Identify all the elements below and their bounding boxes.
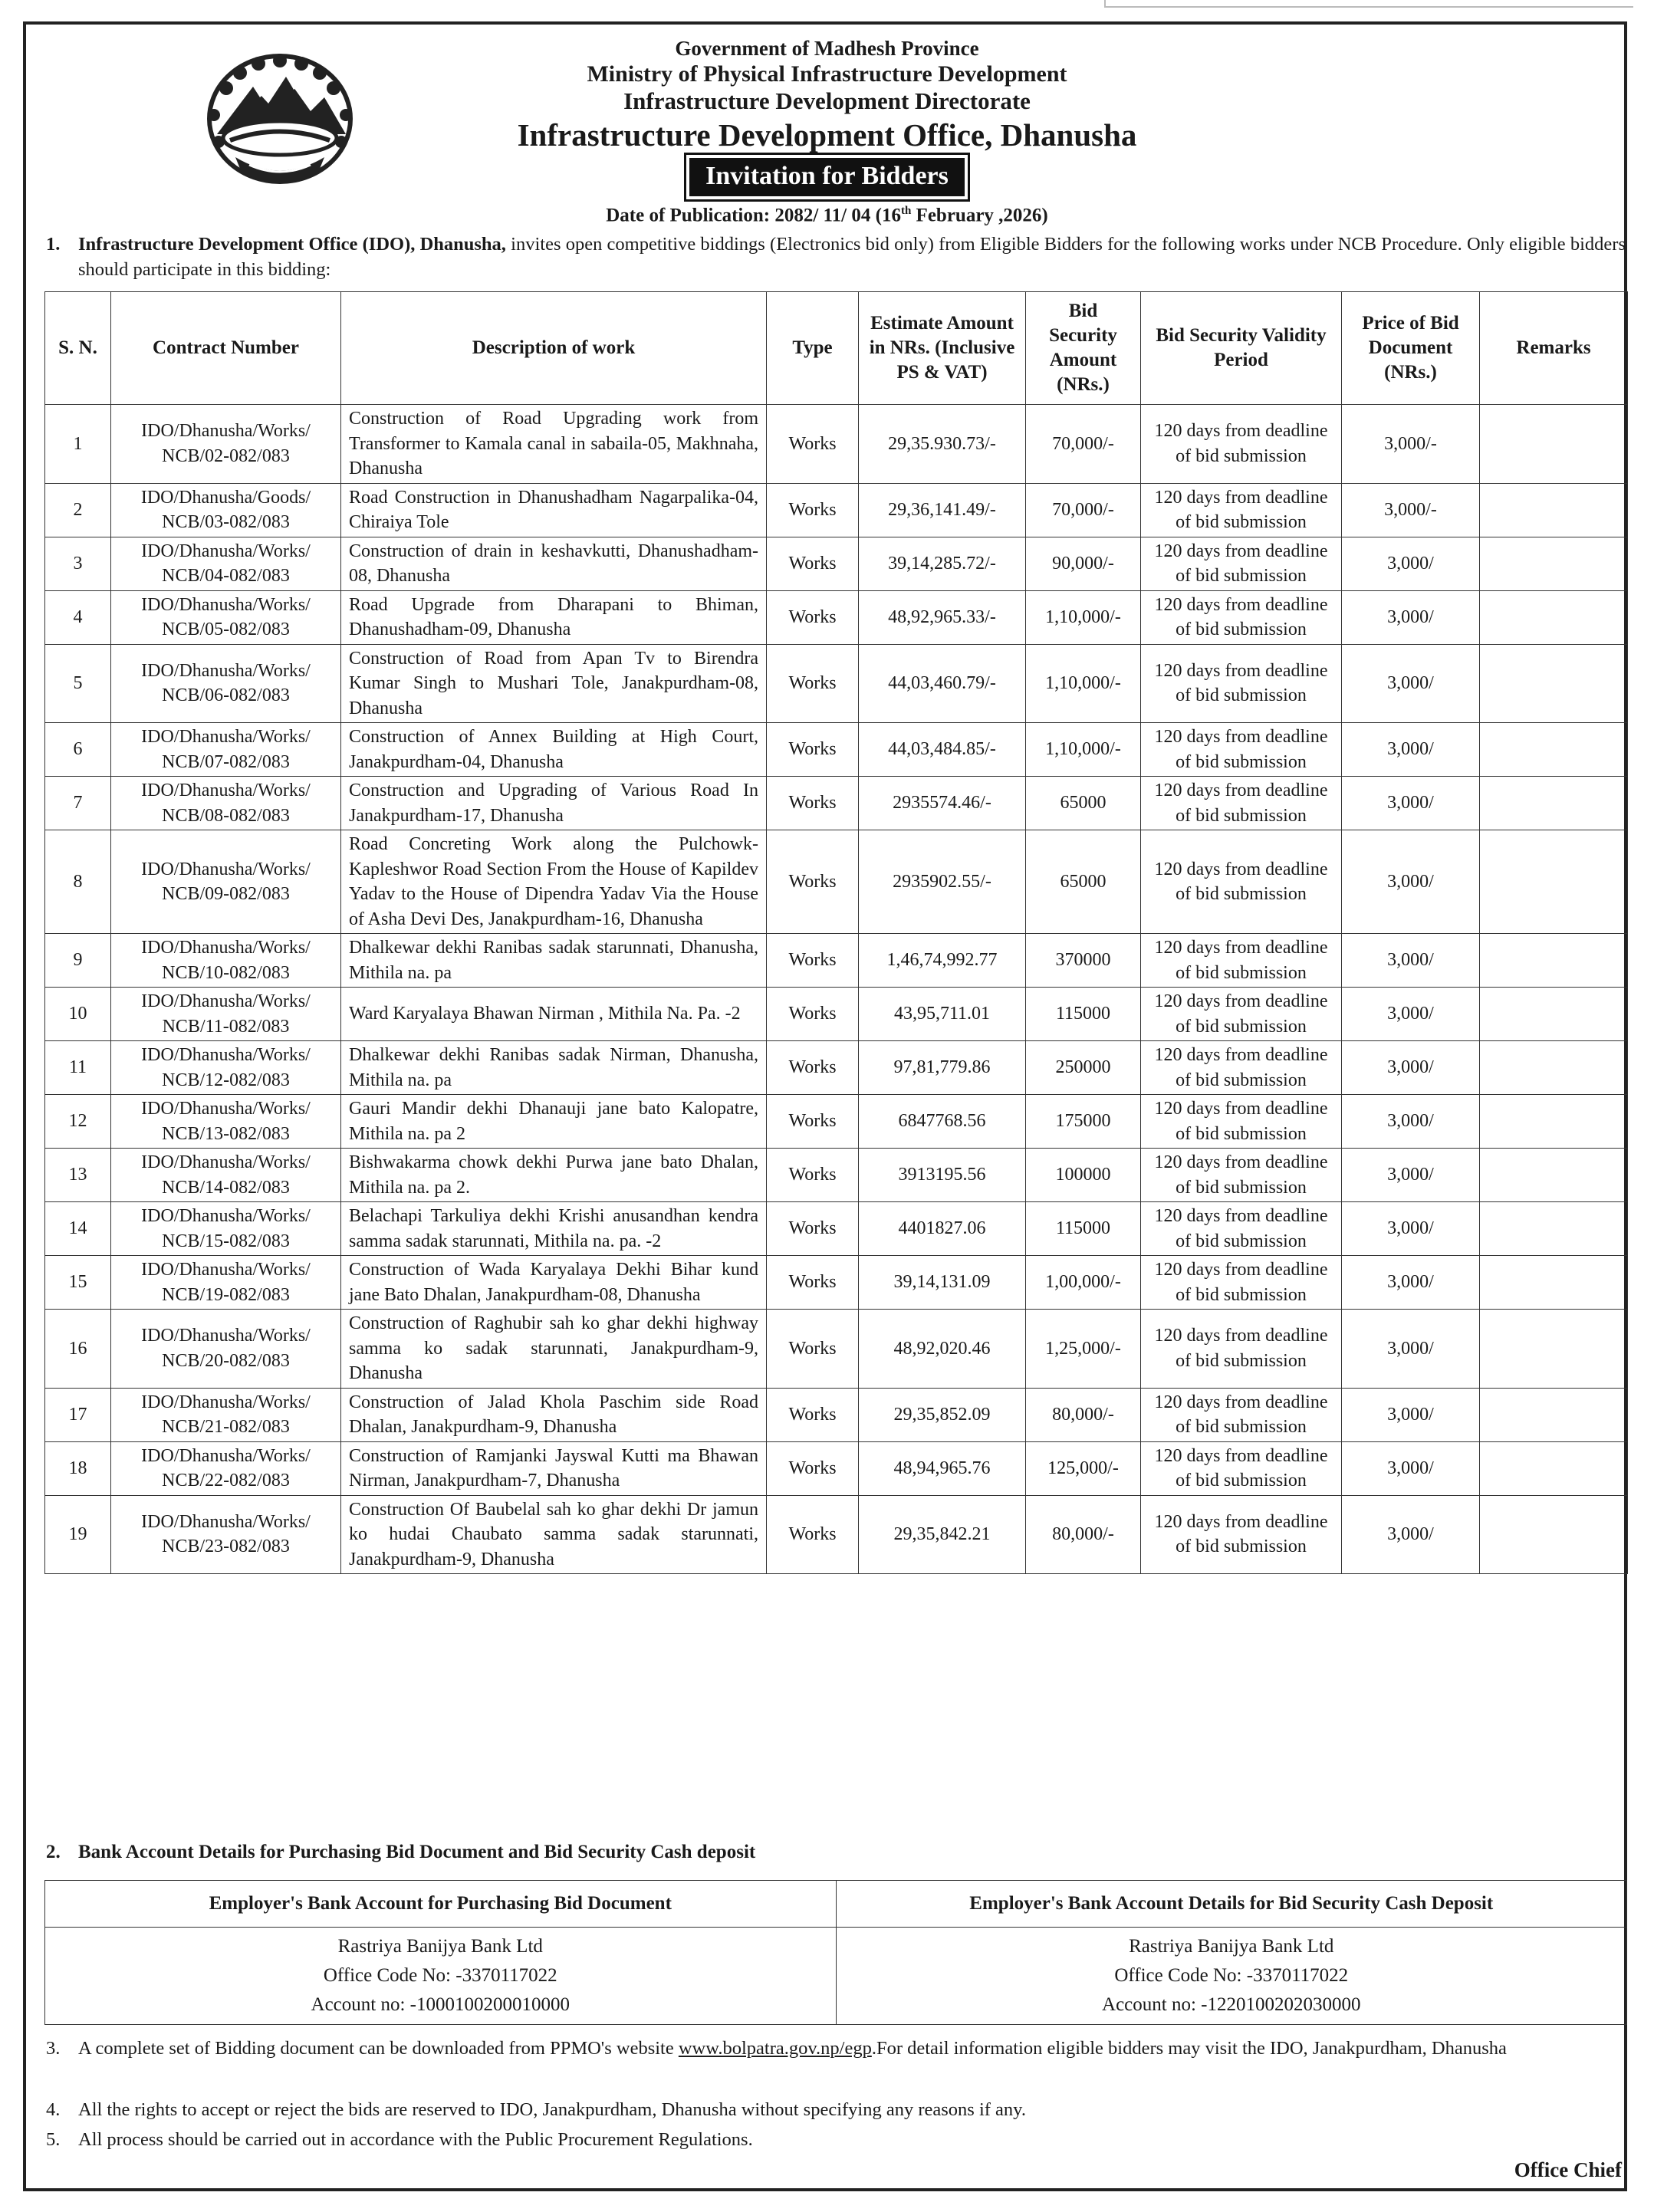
intro-number: 1. [46,234,61,255]
cell-price: 3,000/ [1342,934,1480,988]
cell-remarks [1480,1041,1628,1095]
cell-contract: IDO/Dhanusha/Works/ NCB/14-082/083 [111,1149,341,1202]
cell-sn: 19 [45,1495,111,1574]
works-table-header [45,292,1628,405]
cell-remarks [1480,1495,1628,1574]
cell-sn: 15 [45,1256,111,1310]
cell-contract: IDO/Dhanusha/Goods/ NCB/03-082/083 [111,483,341,537]
cell-validity: 120 days from deadline of bid submission [1141,830,1342,934]
cell-security: 1,00,000/- [1026,1256,1141,1310]
publication-date-prefix: Date of Publication: 2082/ 11/ 04 (16 [606,205,901,226]
note-3 [46,2036,1626,2061]
cell-contract: IDO/Dhanusha/Works/ NCB/15-082/083 [111,1202,341,1256]
cell-security: 1,10,000/- [1026,590,1141,644]
note-5 [46,2127,1626,2152]
cell-estimate: 29,35,852.09 [859,1388,1026,1441]
table-row [45,830,1628,934]
cell-remarks [1480,723,1628,777]
table-row [45,644,1628,723]
cell-security: 65000 [1026,777,1141,830]
cell-sn: 3 [45,537,111,590]
cell-description: Construction of Jalad Khola Paschim side Road Dhalan, Janakpurdham-9, Dhanusha [341,1388,767,1441]
cell-sn: 4 [45,590,111,644]
cell-validity: 120 days from deadline of bid submission [1141,537,1342,590]
cell-validity: 120 days from deadline of bid submission [1141,644,1342,723]
cell-sn: 9 [45,934,111,988]
cell-price: 3,000/ [1342,1388,1480,1441]
cell-type: Works [767,483,859,537]
cell-remarks [1480,1202,1628,1256]
intro-org: Infrastructure Development Office (IDO), Dhanusha, [78,234,506,255]
cell-estimate: 4401827.06 [859,1202,1026,1256]
cell-security: 370000 [1026,934,1141,988]
cell-validity: 120 days from deadline of bid submission [1141,1441,1342,1495]
cell-description: Construction of drain in keshavkutti, Dhanushadham-08, Dhanusha [341,537,767,590]
cell-estimate: 2935902.55/- [859,830,1026,934]
cell-price: 3,000/ [1342,723,1480,777]
cell-validity: 120 days from deadline of bid submission [1141,988,1342,1041]
cell-price: 3,000/ [1342,988,1480,1041]
cell-security: 100000 [1026,1149,1141,1202]
table-row [45,1441,1628,1495]
cell-type: Works [767,777,859,830]
cell-security: 115000 [1026,988,1141,1041]
note-3-pre: A complete set of Bidding document can be downloaded from PPMO's website [78,2038,679,2059]
cell-type: Works [767,1149,859,1202]
cell-type: Works [767,830,859,934]
table-row [45,483,1628,537]
bank-table [44,1880,1627,2025]
cell-contract: IDO/Dhanusha/Works/ NCB/09-082/083 [111,830,341,934]
cell-contract: IDO/Dhanusha/Works/ NCB/19-082/083 [111,1256,341,1310]
cell-security: 1,10,000/- [1026,723,1141,777]
cell-sn: 10 [45,988,111,1041]
cell-description: Construction Of Baubelal sah ko ghar dekhi Dr jamun ko hudai Chaubato samma sadak starunnati, Janakpurdham-9, Dhanusha [341,1495,767,1574]
header-directorate: Infrastructure Development Directorate [623,87,1031,114]
cell-price: 3,000/ [1342,830,1480,934]
header-office: Infrastructure Development Office, Dhanusha [517,117,1137,153]
cell-price: 3,000/- [1342,483,1480,537]
cell-type: Works [767,1041,859,1095]
col-price: Price of Bid Document (NRs.) [1342,292,1480,405]
table-row [45,1202,1628,1256]
bank-right-office-code: Office Code No: -3370117022 [1114,1965,1349,1986]
cell-description: Construction of Road from Apan Tv to Birendra Kumar Singh to Mushari Tole, Janakpurdham-08, Dhanusha [341,644,767,723]
cell-estimate: 43,95,711.01 [859,988,1026,1041]
col-contract: Contract Number [111,292,341,405]
cell-security: 80,000/- [1026,1495,1141,1574]
bank-left-account: Account no: -1000100200010000 [311,1994,570,2015]
section-2 [46,1842,755,1863]
cell-contract: IDO/Dhanusha/Works/ NCB/21-082/083 [111,1388,341,1441]
cell-contract: IDO/Dhanusha/Works/ NCB/12-082/083 [111,1041,341,1095]
cell-security: 70,000/- [1026,405,1141,484]
cell-estimate: 39,14,285.72/- [859,537,1026,590]
cell-security: 250000 [1026,1041,1141,1095]
table-row [45,1495,1628,1574]
cell-estimate: 29,36,141.49/- [859,483,1026,537]
cell-security: 80,000/- [1026,1388,1141,1441]
table-row [45,1256,1628,1310]
cell-description: Bishwakarma chowk dekhi Purwa jane bato Dhalan, Mithila na. pa 2. [341,1149,767,1202]
cell-description: Ward Karyalaya Bhawan Nirman , Mithila Na. Pa. -2 [341,988,767,1041]
cell-type: Works [767,988,859,1041]
cell-remarks [1480,590,1628,644]
cell-security: 175000 [1026,1095,1141,1149]
bank-left-heading: Employer's Bank Account for Purchasing Bid Document [45,1881,837,1928]
cell-description: Construction of Raghubir sah ko ghar dekhi highway samma ko sadak starunnati, Janakpurdham-9, Dhanusha [341,1310,767,1389]
table-row [45,590,1628,644]
note-3-post: .For detail information eligible bidders may visit the IDO, Janakpurdham, Dhanusha [871,2038,1507,2059]
notice-title: Invitation for Bidders [689,158,965,196]
table-row [45,934,1628,988]
cell-type: Works [767,537,859,590]
cell-price: 3,000/ [1342,1095,1480,1149]
cell-validity: 120 days from deadline of bid submission [1141,1256,1342,1310]
cell-validity: 120 days from deadline of bid submission [1141,1388,1342,1441]
col-estimate: Estimate Amount in NRs. (Inclusive PS & VAT) [859,292,1026,405]
col-sn: S. N. [45,292,111,405]
note-4 [46,2097,1626,2122]
cell-estimate: 29,35,842.21 [859,1495,1026,1574]
cell-validity: 120 days from deadline of bid submission [1141,405,1342,484]
cell-security: 65000 [1026,830,1141,934]
cell-sn: 6 [45,723,111,777]
cell-validity: 120 days from deadline of bid submission [1141,1149,1342,1202]
cell-description: Road Concreting Work along the Pulchowk-Kapleshwor Road Section From the House of Kapildev Yadav to the House of Dipendra Yadav Via the House of Asha Devi Des, Janakpurdham-16, Dhanusha [341,830,767,934]
cell-price: 3,000/ [1342,1495,1480,1574]
bank-left-details [45,1928,837,2025]
cell-type: Works [767,1256,859,1310]
cell-contract: IDO/Dhanusha/Works/ NCB/04-082/083 [111,537,341,590]
cell-price: 3,000/ [1342,537,1480,590]
cell-description: Belachapi Tarkuliya dekhi Krishi anusandhan kendra samma sadak starunnati, Mithila na. pa. -2 [341,1202,767,1256]
cell-remarks [1480,988,1628,1041]
works-table [44,291,1628,1574]
cell-price: 3,000/ [1342,1149,1480,1202]
cell-validity: 120 days from deadline of bid submission [1141,1095,1342,1149]
cell-sn: 13 [45,1149,111,1202]
cell-remarks [1480,777,1628,830]
cell-contract: IDO/Dhanusha/Works/ NCB/05-082/083 [111,590,341,644]
cell-contract: IDO/Dhanusha/Works/ NCB/23-082/083 [111,1495,341,1574]
cell-validity: 120 days from deadline of bid submission [1141,1041,1342,1095]
cell-description: Road Upgrade from Dharapani to Bhiman, Dhanushadham-09, Dhanusha [341,590,767,644]
cell-validity: 120 days from deadline of bid submission [1141,1202,1342,1256]
cell-estimate: 29,35.930.73/- [859,405,1026,484]
cell-validity: 120 days from deadline of bid submission [1141,934,1342,988]
cell-type: Works [767,1095,859,1149]
cell-price: 3,000/ [1342,777,1480,830]
col-description: Description of work [341,292,767,405]
cell-price: 3,000/ [1342,1256,1480,1310]
cell-remarks [1480,1095,1628,1149]
cell-remarks [1480,644,1628,723]
note-4-text: All the rights to accept or reject the bids are reserved to IDO, Janakpurdham, Dhanusha without specifying any reasons if any. [78,2099,1026,2120]
table-row [45,777,1628,830]
cell-price: 3,000/ [1342,590,1480,644]
cell-estimate: 44,03,484.85/- [859,723,1026,777]
cell-remarks [1480,1256,1628,1310]
cell-price: 3,000/- [1342,405,1480,484]
cell-security: 70,000/- [1026,483,1141,537]
table-row [45,1095,1628,1149]
cell-type: Works [767,934,859,988]
cell-validity: 120 days from deadline of bid submission [1141,777,1342,830]
cell-contract: IDO/Dhanusha/Works/ NCB/08-082/083 [111,777,341,830]
cell-security: 1,10,000/- [1026,644,1141,723]
header-ministry: Ministry of Physical Infrastructure Development [587,61,1067,87]
table-row [45,537,1628,590]
cell-estimate: 48,92,965.33/- [859,590,1026,644]
cell-validity: 120 days from deadline of bid submission [1141,590,1342,644]
cell-validity: 120 days from deadline of bid submission [1141,1310,1342,1389]
cell-estimate: 3913195.56 [859,1149,1026,1202]
cell-sn: 12 [45,1095,111,1149]
cell-remarks [1480,1310,1628,1389]
cell-contract: IDO/Dhanusha/Works/ NCB/07-082/083 [111,723,341,777]
cell-validity: 120 days from deadline of bid submission [1141,1495,1342,1574]
cell-sn: 5 [45,644,111,723]
cell-contract: IDO/Dhanusha/Works/ NCB/11-082/083 [111,988,341,1041]
cell-remarks [1480,1441,1628,1495]
cell-description: Road Construction in Dhanushadham Nagarpalika-04, Chiraiya Tole [341,483,767,537]
cell-description: Construction of Ramjanki Jayswal Kutti ma Bhawan Nirman, Janakpurdham-7, Dhanusha [341,1441,767,1495]
cell-remarks [1480,537,1628,590]
cell-contract: IDO/Dhanusha/Works/ NCB/06-082/083 [111,644,341,723]
cell-sn: 11 [45,1041,111,1095]
section-2-title: Bank Account Details for Purchasing Bid Document and Bid Security Cash deposit [78,1842,756,1862]
cell-description: Construction of Wada Karyalaya Dekhi Bihar kund jane Bato Dhalan, Janakpurdham-08, Dhanusha [341,1256,767,1310]
cell-type: Works [767,1441,859,1495]
table-row [45,1041,1628,1095]
cell-description: Dhalkewar dekhi Ranibas sadak starunnati, Dhanusha, Mithila na. pa [341,934,767,988]
bank-right-account: Account no: -1220100202030000 [1102,1994,1361,2015]
page-edge-line [1104,0,1633,8]
notice-title-wrap [0,158,1654,196]
cell-estimate: 44,03,460.79/- [859,644,1026,723]
cell-remarks [1480,1388,1628,1441]
header-government: Government of Madhesh Province [675,37,979,60]
cell-sn: 2 [45,483,111,537]
ppmo-website-link[interactable]: www.bolpatra.gov.np/egp [678,2038,872,2059]
cell-remarks [1480,1149,1628,1202]
publication-date-suffix: February ,2026) [911,205,1048,226]
cell-type: Works [767,590,859,644]
cell-type: Works [767,1495,859,1574]
signature-office-chief: Office Chief [1514,2158,1622,2181]
col-validity: Bid Security Validity Period [1141,292,1342,405]
bank-left-name: Rastriya Banijya Bank Ltd [337,1936,543,1957]
cell-price: 3,000/ [1342,644,1480,723]
cell-remarks [1480,830,1628,934]
cell-estimate: 2935574.46/- [859,777,1026,830]
cell-sn: 8 [45,830,111,934]
cell-price: 3,000/ [1342,1202,1480,1256]
table-row [45,1149,1628,1202]
cell-security: 125,000/- [1026,1441,1141,1495]
publication-date [0,205,1654,226]
cell-sn: 14 [45,1202,111,1256]
col-remarks: Remarks [1480,292,1628,405]
cell-type: Works [767,405,859,484]
cell-remarks [1480,483,1628,537]
cell-remarks [1480,405,1628,484]
note-5-text: All process should be carried out in accordance with the Public Procurement Regulations. [78,2129,753,2150]
cell-contract: IDO/Dhanusha/Works/ NCB/10-082/083 [111,934,341,988]
cell-remarks [1480,934,1628,988]
bank-left-office-code: Office Code No: -3370117022 [323,1965,557,1986]
cell-type: Works [767,1310,859,1389]
intro-text: invites open competitive biddings (Electronics bid only) from Eligible Bidders for the following works under NCB Procedure. Only eligible bidders should participate in this bidding: [78,234,1626,280]
cell-price: 3,000/ [1342,1310,1480,1389]
intro-paragraph [46,232,1626,282]
table-row [45,405,1628,484]
cell-description: Gauri Mandir dekhi Dhanauji jane bato Kalopatre, Mithila na. pa 2 [341,1095,767,1149]
cell-sn: 1 [45,405,111,484]
bank-right-name: Rastriya Banijya Bank Ltd [1129,1936,1334,1957]
cell-type: Works [767,723,859,777]
cell-contract: IDO/Dhanusha/Works/ NCB/02-082/083 [111,405,341,484]
cell-contract: IDO/Dhanusha/Works/ NCB/13-082/083 [111,1095,341,1149]
publication-date-sup: th [900,205,912,217]
cell-price: 3,000/ [1342,1441,1480,1495]
cell-type: Works [767,1202,859,1256]
bank-right-heading: Employer's Bank Account Details for Bid Security Cash Deposit [836,1881,1627,1928]
table-row [45,1388,1628,1441]
cell-estimate: 97,81,779.86 [859,1041,1026,1095]
cell-type: Works [767,644,859,723]
table-row [45,723,1628,777]
cell-sn: 18 [45,1441,111,1495]
note-3-number: 3. [46,2038,61,2059]
table-row [45,988,1628,1041]
cell-description: Dhalkewar dekhi Ranibas sadak Nirman, Dhanusha, Mithila na. pa [341,1041,767,1095]
cell-estimate: 48,92,020.46 [859,1310,1026,1389]
cell-description: Construction of Annex Building at High Court, Janakpurdham-04, Dhanusha [341,723,767,777]
cell-estimate: 39,14,131.09 [859,1256,1026,1310]
cell-security: 115000 [1026,1202,1141,1256]
cell-estimate: 6847768.56 [859,1095,1026,1149]
cell-validity: 120 days from deadline of bid submission [1141,723,1342,777]
cell-estimate: 1,46,74,992.77 [859,934,1026,988]
cell-price: 3,000/ [1342,1041,1480,1095]
table-row [45,1310,1628,1389]
cell-sn: 7 [45,777,111,830]
cell-sn: 17 [45,1388,111,1441]
note-5-number: 5. [46,2129,61,2150]
section-2-number: 2. [46,1842,61,1862]
cell-type: Works [767,1388,859,1441]
cell-contract: IDO/Dhanusha/Works/ NCB/22-082/083 [111,1441,341,1495]
cell-security: 1,25,000/- [1026,1310,1141,1389]
cell-validity: 120 days from deadline of bid submission [1141,483,1342,537]
cell-sn: 16 [45,1310,111,1389]
cell-estimate: 48,94,965.76 [859,1441,1026,1495]
note-4-number: 4. [46,2099,61,2120]
cell-description: Construction and Upgrading of Various Road In Janakpurdham-17, Dhanusha [341,777,767,830]
bank-right-details [836,1928,1627,2025]
col-security: Bid Security Amount (NRs.) [1026,292,1141,405]
cell-contract: IDO/Dhanusha/Works/ NCB/20-082/083 [111,1310,341,1389]
col-type: Type [767,292,859,405]
cell-description: Construction of Road Upgrading work from Transformer to Kamala canal in sabaila-05, Makhnaha, Dhanusha [341,405,767,484]
cell-security: 90,000/- [1026,537,1141,590]
